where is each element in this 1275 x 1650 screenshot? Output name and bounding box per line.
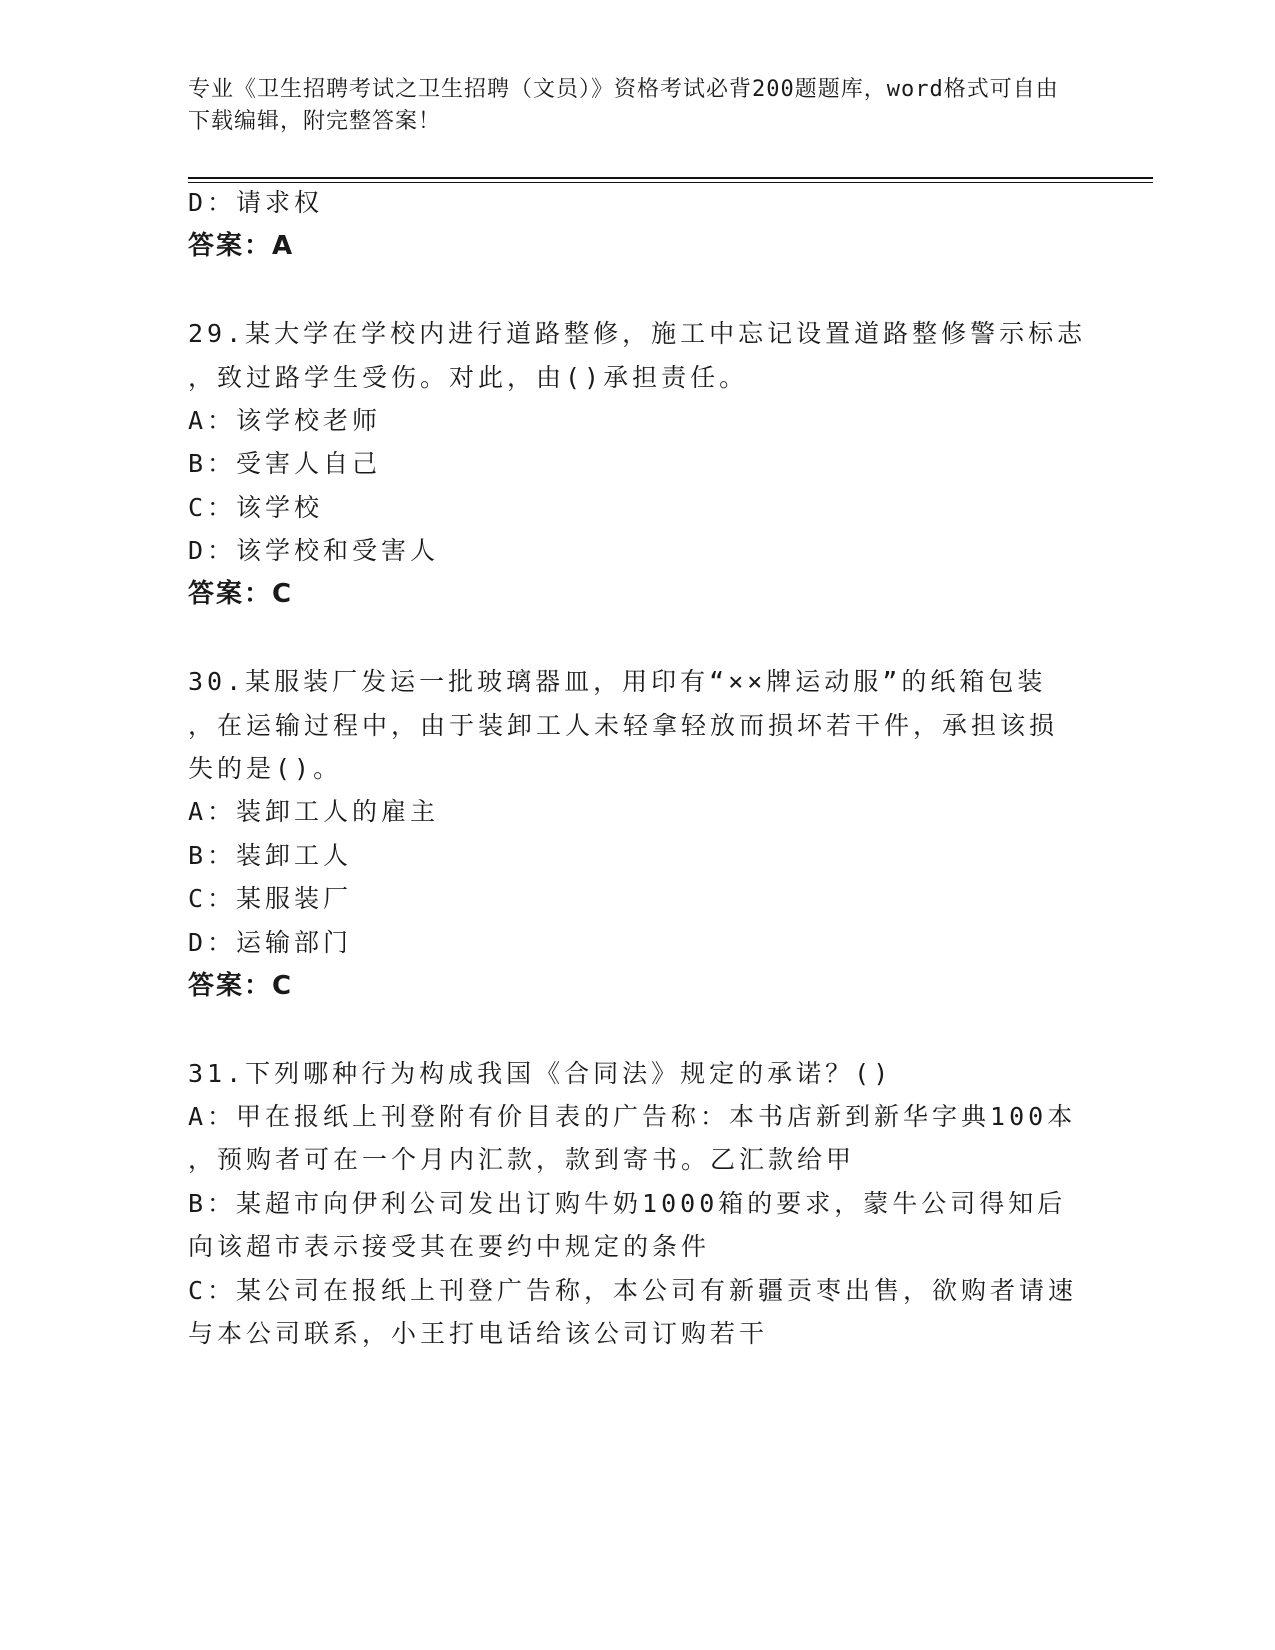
question-30-option-d: D：运输部门 — [188, 928, 353, 957]
page-header: 专业《卫生招聘考试之卫生招聘（文员）》资格考试必背200题题库，word格式可自由下载编辑，附完整答案！ — [188, 77, 1059, 134]
question-30-option-b: B：装卸工人 — [188, 841, 353, 870]
question-30-text-line: 30.某服装厂发运一批玻璃器皿，用印有“××牌运动服”的纸箱包装 — [188, 667, 1047, 696]
answer-line: 答案：A — [188, 231, 295, 261]
question-31-option-c: C：某公司在报纸上刊登广告称，本公司有新疆贡枣出售，欲购者请速 — [188, 1276, 1078, 1305]
header-rule-thin — [188, 182, 1153, 183]
question-29-text-line: 29.某大学在学校内进行道路整修，施工中忘记设置道路整修警示标志 — [188, 319, 1087, 348]
question-30-text-line: 失的是()。 — [188, 754, 343, 783]
question-30-option-c: C：某服装厂 — [188, 884, 353, 913]
question-30-option-a: A：装卸工人的雇主 — [188, 797, 440, 826]
question-31-option-b-cont: 向该超市表示接受其在要约中规定的条件 — [188, 1232, 711, 1261]
header-rule-thick — [188, 177, 1153, 179]
option-d: D：请求权 — [188, 188, 324, 217]
question-29-option-a: A：该学校老师 — [188, 406, 382, 435]
question-31-option-a: A：甲在报纸上刊登附有价目表的广告称：本书店新到新华字典100本 — [188, 1102, 1077, 1131]
question-29-text-line: ，致过路学生受伤。对此，由()承担责任。 — [188, 363, 749, 392]
question-31-option-b: B：某超市向伊利公司发出订购牛奶1000箱的要求，蒙牛公司得知后 — [188, 1189, 1067, 1218]
question-29-option-d: D：该学校和受害人 — [188, 536, 440, 565]
question-31-text-line: 31.下列哪种行为构成我国《合同法》规定的承诺？() — [188, 1059, 893, 1088]
question-30-text-line: ，在运输过程中，由于装卸工人未轻拿轻放而损坏若干件，承担该损 — [188, 711, 1059, 740]
question-30-answer: 答案：C — [188, 971, 294, 1001]
question-29-option-c: C：该学校 — [188, 493, 324, 522]
question-29-option-b: B：受害人自己 — [188, 449, 382, 478]
question-29-answer: 答案：C — [188, 579, 294, 609]
question-31-option-c-cont: 与本公司联系，小王打电话给该公司订购若干 — [188, 1319, 769, 1348]
question-31-option-a-cont: ，预购者可在一个月内汇款，款到寄书。乙汇款给甲 — [188, 1145, 856, 1174]
